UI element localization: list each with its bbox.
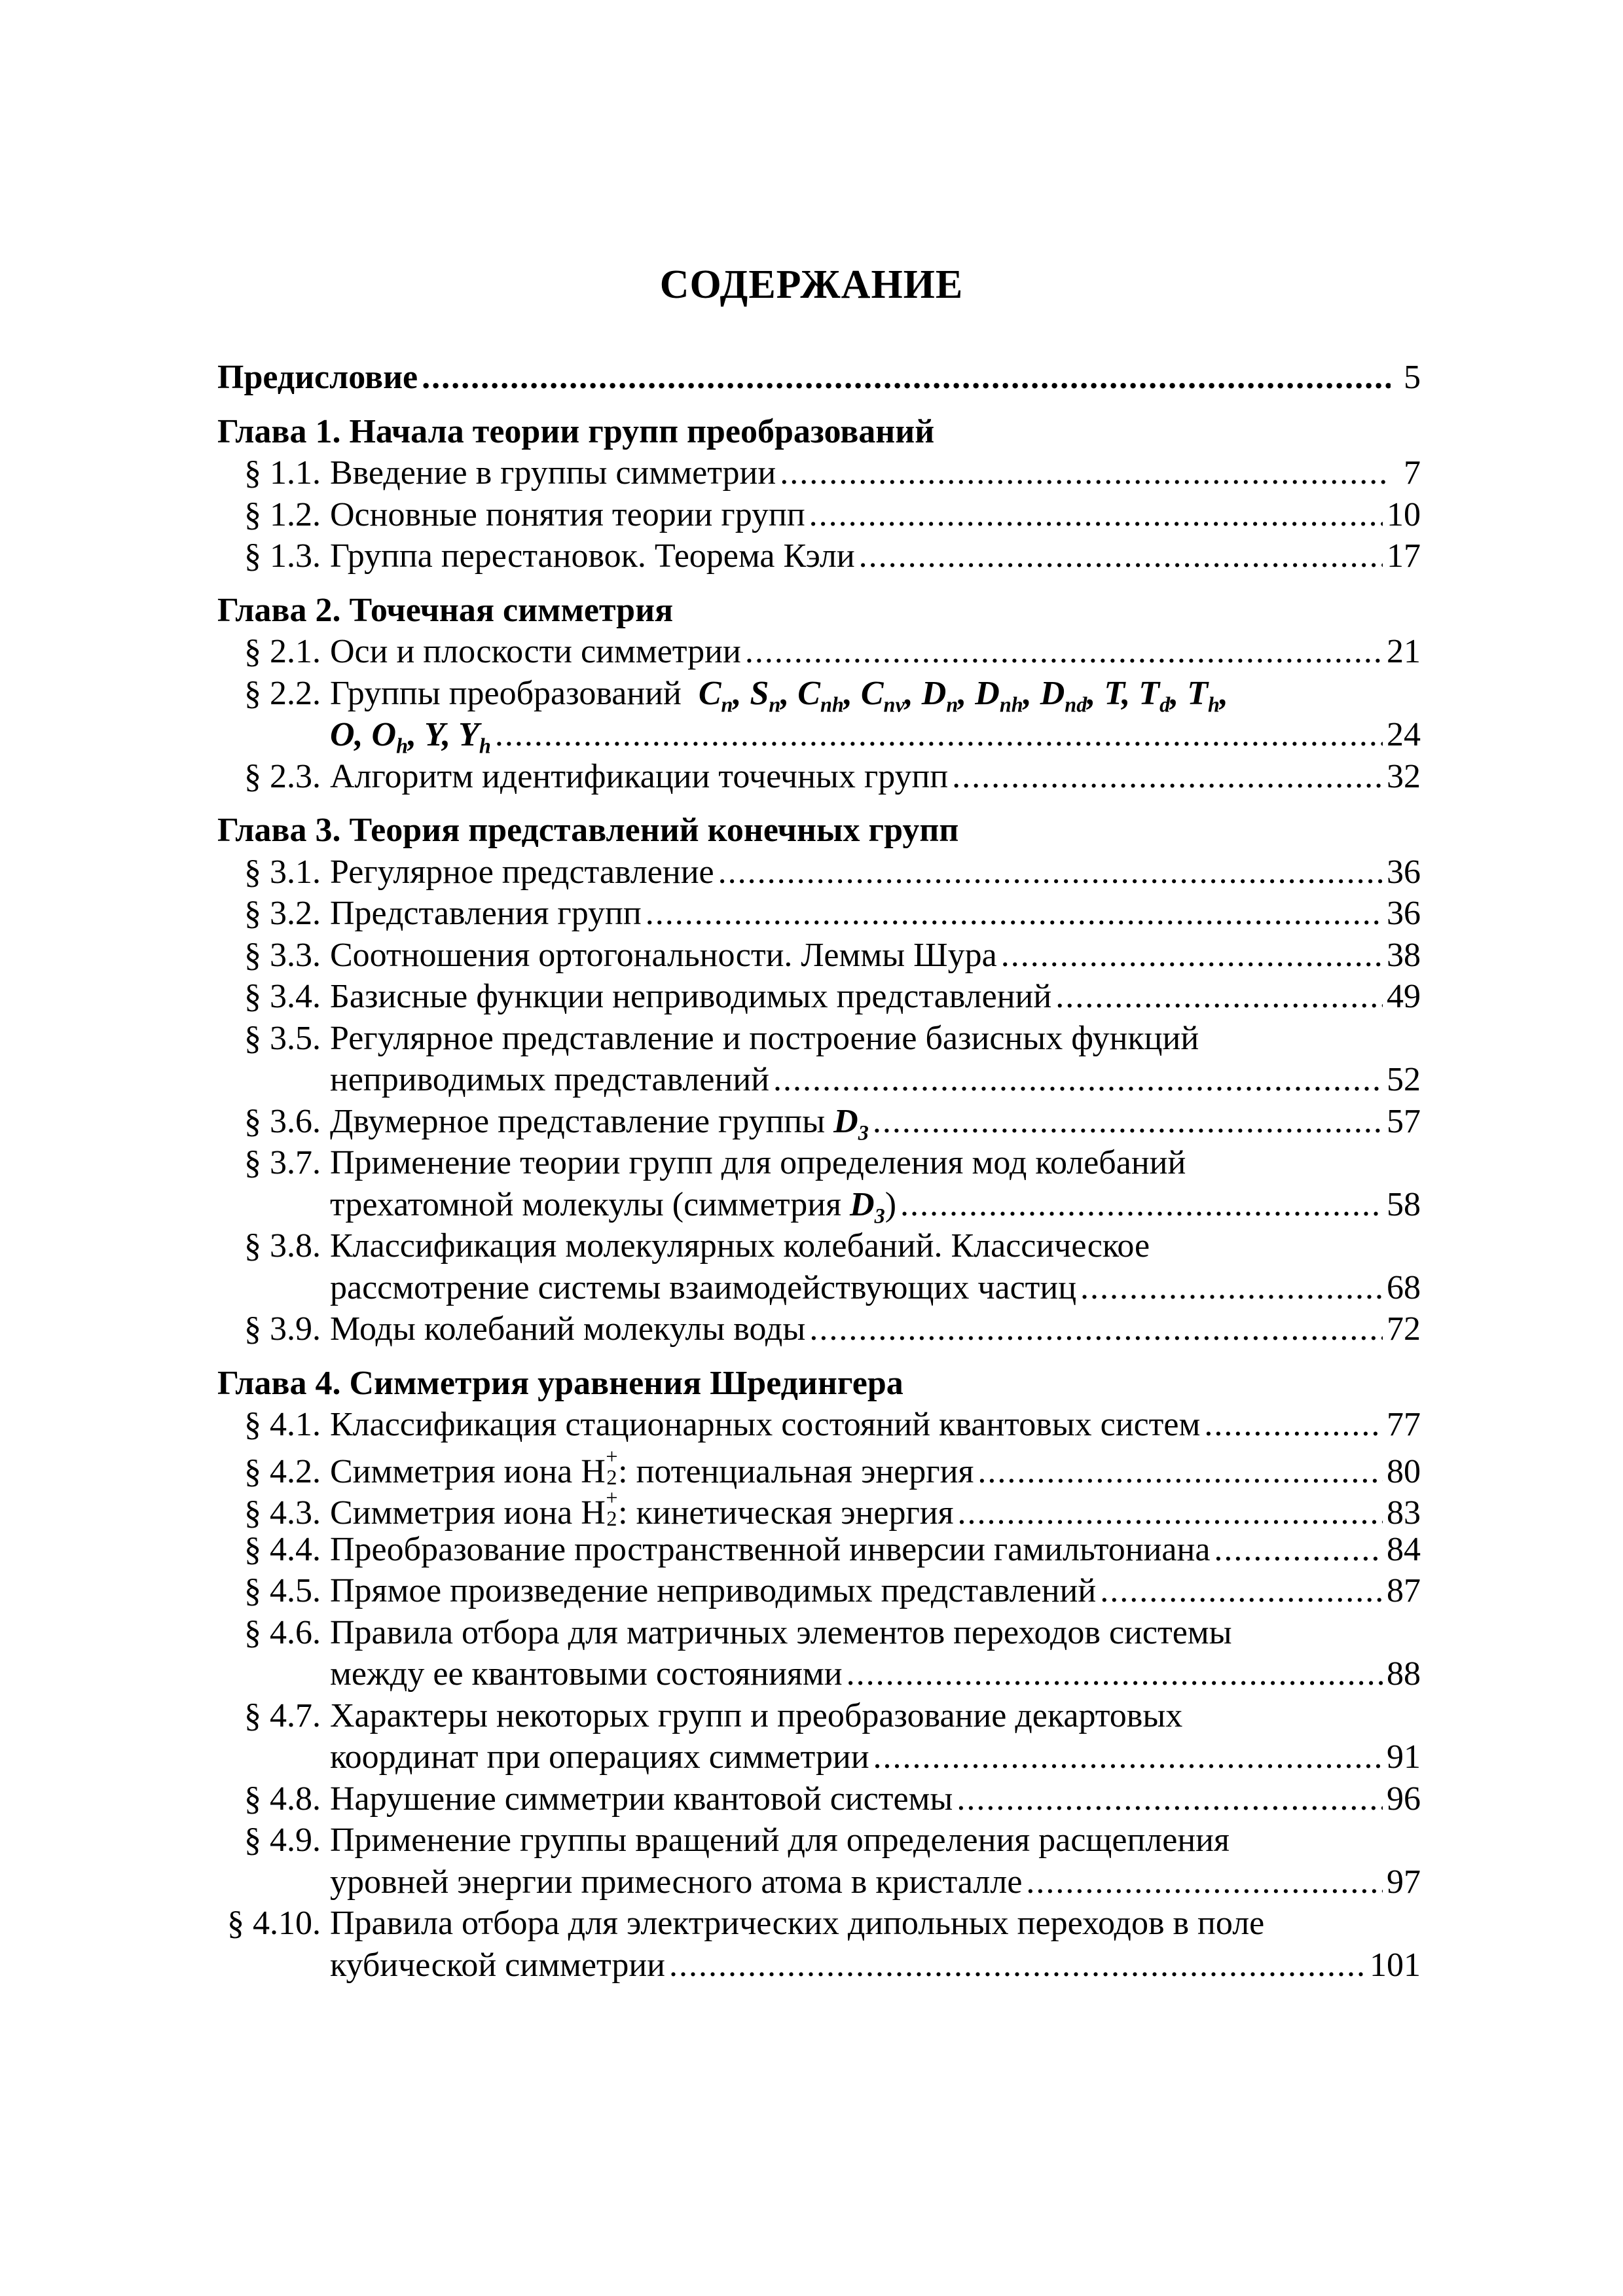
- group-symbols: $C_n$, $S_n$, $C_{nh}$, $C_{nv}$, $D_n$, $D_{nh}$, $D_{nd}$, T, $T_d$, $T_h$,: [698, 674, 1228, 716]
- toc-entry-3-1[interactable]: [217, 852, 1421, 893]
- page-number: 96: [1387, 1780, 1421, 1818]
- ion-charge: + 2: [606, 1444, 618, 1489]
- entry-title-text: Симметрия иона H: [330, 1452, 606, 1490]
- entry-title: Регулярное представление: [330, 853, 714, 891]
- page-number: 77: [1387, 1406, 1421, 1443]
- entry-title: неприводимых представлений: [330, 1061, 769, 1098]
- entry-title: между ее квантовыми состояниями: [330, 1655, 843, 1693]
- page-number: 36: [1387, 853, 1421, 891]
- entry-title: Предисловие: [217, 359, 418, 396]
- section-number: § 4.1.: [244, 1406, 321, 1443]
- leader-dots: [1204, 1404, 1383, 1446]
- section-number: § 2.2.: [244, 674, 321, 712]
- page-number: 68: [1387, 1268, 1421, 1306]
- entry-title: Соотношения ортогональности. Леммы Шура: [330, 936, 997, 974]
- entry-title: уровней энергии примесного атома в кристалле: [330, 1863, 1023, 1901]
- leader-dots: [1001, 935, 1383, 977]
- section-number: § 3.5.: [244, 1019, 321, 1057]
- leader-dots: [958, 1492, 1383, 1534]
- entry-title-text: Симметрия иона H: [330, 1494, 606, 1532]
- ion-charge: + 2: [606, 1486, 618, 1531]
- toc-entry-3-7-cont[interactable]: [217, 1184, 1421, 1226]
- chapter-heading-1[interactable]: Глава 1. Начала теории групп преобразований: [217, 412, 935, 450]
- toc-entry-3-4[interactable]: [217, 976, 1421, 1018]
- page-number: 97: [1387, 1863, 1421, 1901]
- chapter-heading-2[interactable]: Глава 2. Точечная симметрия: [217, 591, 674, 629]
- toc-entry-4-6[interactable]: [217, 1612, 1421, 1654]
- section-number: § 4.10.: [227, 1905, 321, 1942]
- section-number: § 3.8.: [244, 1227, 321, 1265]
- entry-title: Моды колебаний молекулы воды: [330, 1310, 806, 1348]
- section-number: § 4.2.: [244, 1452, 321, 1490]
- page-number: 10: [1387, 495, 1421, 533]
- page-number: 7: [1404, 454, 1421, 492]
- leader-dots: [718, 852, 1383, 893]
- toc-entry-4-5[interactable]: [217, 1570, 1421, 1612]
- toc-entry-3-9[interactable]: [217, 1308, 1421, 1350]
- entry-title-text: трехатомной молекулы (симметрия: [330, 1185, 842, 1223]
- leader-dots: [1214, 1529, 1383, 1571]
- entry-title: Классификация молекулярных колебаний. Классическое: [330, 1227, 1150, 1265]
- section-number: § 3.3.: [244, 936, 321, 974]
- page-number: 72: [1387, 1310, 1421, 1348]
- entry-title: Оси и плоскости симметрии: [330, 633, 741, 670]
- entry-title: Правила отбора для матричных элементов переходов системы: [330, 1613, 1232, 1651]
- page-number: 36: [1387, 895, 1421, 932]
- entry-title: Преобразование пространственной инверсии гамильтониана: [330, 1530, 1211, 1568]
- toc-entry-4-7[interactable]: [217, 1695, 1421, 1737]
- page-number: 87: [1387, 1572, 1421, 1609]
- toc-entry-3-5[interactable]: [217, 1018, 1421, 1060]
- toc-entry-4-9-cont[interactable]: [217, 1861, 1421, 1903]
- entry-title: Нарушение симметрии квантовой системы: [330, 1780, 953, 1818]
- leader-dots: [1100, 1570, 1383, 1612]
- page-number: 5: [1404, 359, 1421, 396]
- toc-entry-1-1[interactable]: [217, 452, 1421, 494]
- page-number: 52: [1387, 1061, 1421, 1098]
- toc-entry-4-7-cont[interactable]: [217, 1736, 1421, 1778]
- section-number: § 3.6.: [244, 1102, 321, 1140]
- toc-entry-2-2[interactable]: [217, 673, 1421, 715]
- page-number: 84: [1387, 1530, 1421, 1568]
- section-number: § 3.4.: [244, 978, 321, 1015]
- page-number: 91: [1387, 1738, 1421, 1776]
- leader-dots: [780, 452, 1391, 494]
- entry-title: Применение группы вращений для определения расщепления: [330, 1821, 1230, 1859]
- toc-entry-3-8[interactable]: [217, 1225, 1421, 1267]
- section-number: § 4.7.: [244, 1696, 321, 1734]
- entry-title: координат при операциях симметрии: [330, 1738, 869, 1776]
- page-number: 88: [1387, 1655, 1421, 1693]
- toc-entry-preface[interactable]: [217, 357, 1421, 399]
- leader-dots: [1026, 1861, 1383, 1903]
- page-number: 101: [1370, 1946, 1421, 1984]
- leader-dots: [422, 357, 1391, 399]
- leader-dots: [873, 1101, 1383, 1143]
- toc-entry-3-6[interactable]: [217, 1101, 1421, 1143]
- leader-dots: [957, 1778, 1383, 1820]
- section-number: § 3.1.: [244, 853, 321, 891]
- group-symbol: $D_3$: [850, 1185, 885, 1227]
- section-number: § 2.1.: [244, 633, 321, 670]
- leader-dots: [809, 494, 1383, 536]
- group-symbol: $D_3$: [833, 1102, 869, 1144]
- entry-title-text: : кинетическая энергия: [618, 1494, 954, 1532]
- toc-entry-1-2[interactable]: [217, 494, 1421, 536]
- toc-entry-4-10[interactable]: [217, 1903, 1421, 1945]
- chapter-heading-4[interactable]: Глава 4. Симметрия уравнения Шредингера: [217, 1364, 903, 1402]
- entry-title: Группа перестановок. Теорема Кэли: [330, 537, 855, 575]
- page-number: 58: [1387, 1185, 1421, 1223]
- section-number: § 1.1.: [244, 454, 321, 492]
- toc-entry-2-3[interactable]: [217, 756, 1421, 798]
- entry-title: Правила отбора для электрических дипольных переходов в поле: [330, 1905, 1265, 1942]
- entry-title: Применение теории групп для определения мод колебаний: [330, 1144, 1186, 1181]
- entry-title: [330, 673, 1228, 715]
- page-number: 21: [1387, 633, 1421, 670]
- toc-entry-4-2[interactable]: [217, 1446, 1421, 1488]
- leader-dots: [745, 631, 1383, 673]
- section-number: § 3.9.: [244, 1310, 321, 1348]
- toc-entry-4-10-cont[interactable]: [217, 1945, 1421, 1986]
- section-number: § 4.4.: [244, 1530, 321, 1568]
- section-number: § 4.6.: [244, 1613, 321, 1651]
- entry-title: Введение в группы симметрии: [330, 454, 776, 492]
- section-number: § 4.3.: [244, 1494, 321, 1532]
- toc-entry-3-2[interactable]: [217, 893, 1421, 935]
- toc-entry-3-3[interactable]: [217, 935, 1421, 977]
- entry-title: Классификация стационарных состояний квантовых систем: [330, 1406, 1201, 1443]
- page-number: 83: [1387, 1494, 1421, 1532]
- leader-dots: [847, 1653, 1383, 1695]
- leader-dots: [1055, 976, 1383, 1018]
- page-number: 49: [1387, 978, 1421, 1015]
- entry-title: Характеры некоторых групп и преобразование декартовых: [330, 1696, 1183, 1734]
- entry-title: [330, 1487, 954, 1534]
- section-number: § 4.9.: [244, 1821, 321, 1859]
- entry-title: Алгоритм идентификации точечных групп: [330, 757, 949, 795]
- toc-entry-2-2-cont[interactable]: [217, 714, 1421, 756]
- page-number: 38: [1387, 936, 1421, 974]
- toc-entry-4-6-cont[interactable]: [217, 1653, 1421, 1695]
- toc-entry-3-5-cont[interactable]: [217, 1059, 1421, 1101]
- entry-title: Представления групп: [330, 895, 642, 932]
- toc-entry-2-1[interactable]: [217, 631, 1421, 673]
- toc-entry-3-8-cont[interactable]: [217, 1267, 1421, 1309]
- leader-dots: [809, 1308, 1383, 1350]
- entry-title: Основные понятия теории групп: [330, 495, 805, 533]
- page-number: 17: [1387, 537, 1421, 575]
- leader-dots: [952, 756, 1383, 798]
- table-of-contents: [217, 357, 1421, 1986]
- group-symbols: O, $O_h$, Y, $Y_h$: [330, 716, 491, 758]
- toc-entry-4-8[interactable]: [217, 1778, 1421, 1820]
- section-number: § 1.3.: [244, 537, 321, 575]
- page-number: 80: [1387, 1452, 1421, 1490]
- leader-dots: [873, 1736, 1383, 1778]
- entry-title: Регулярное представление и построение базисных функций: [330, 1019, 1199, 1057]
- page-number: 32: [1387, 757, 1421, 795]
- page-title: СОДЕРЖАНИЕ: [659, 262, 964, 307]
- entry-title: рассмотрение системы взаимодействующих частиц: [330, 1268, 1077, 1306]
- entry-title: трехатомной молекулы (симметрия $D_3$): [330, 1185, 897, 1227]
- entry-title-text: : потенциальная энергия: [618, 1452, 974, 1490]
- leader-dots: [900, 1184, 1383, 1226]
- page-number: 24: [1387, 716, 1421, 753]
- entry-title: [330, 1446, 974, 1493]
- section-number: § 1.2.: [244, 495, 321, 533]
- section-number: § 4.5.: [244, 1572, 321, 1609]
- leader-dots: [977, 1451, 1383, 1493]
- entry-title: [330, 1101, 869, 1143]
- toc-entry-3-7[interactable]: [217, 1142, 1421, 1184]
- leader-dots: [773, 1059, 1383, 1101]
- section-number: § 3.7.: [244, 1144, 321, 1181]
- entry-title-text: Двумерное представление группы: [330, 1102, 826, 1140]
- toc-entry-4-4[interactable]: [217, 1529, 1421, 1571]
- leader-dots: [859, 535, 1383, 577]
- leader-dots: [646, 893, 1383, 935]
- toc-entry-4-1[interactable]: [217, 1404, 1421, 1446]
- page-number: 57: [1387, 1102, 1421, 1140]
- entry-title-text: Группы преобразований: [330, 674, 682, 712]
- toc-entry-1-3[interactable]: [217, 535, 1421, 577]
- toc-entry-4-9[interactable]: [217, 1820, 1421, 1861]
- section-number: § 4.8.: [244, 1780, 321, 1818]
- leader-dots: [669, 1945, 1366, 1986]
- chapter-heading-3[interactable]: Глава 3. Теория представлений конечных групп: [217, 812, 959, 849]
- section-number: § 3.2.: [244, 895, 321, 932]
- entry-title: Базисные функции неприводимых представлений: [330, 978, 1052, 1015]
- toc-entry-4-3[interactable]: [217, 1486, 1421, 1532]
- entry-title: кубической симметрии: [330, 1946, 666, 1984]
- entry-title: Прямое произведение неприводимых представлений: [330, 1572, 1097, 1609]
- section-number: § 2.3.: [244, 757, 321, 795]
- leader-dots: [1080, 1267, 1383, 1309]
- leader-dots: [495, 714, 1383, 756]
